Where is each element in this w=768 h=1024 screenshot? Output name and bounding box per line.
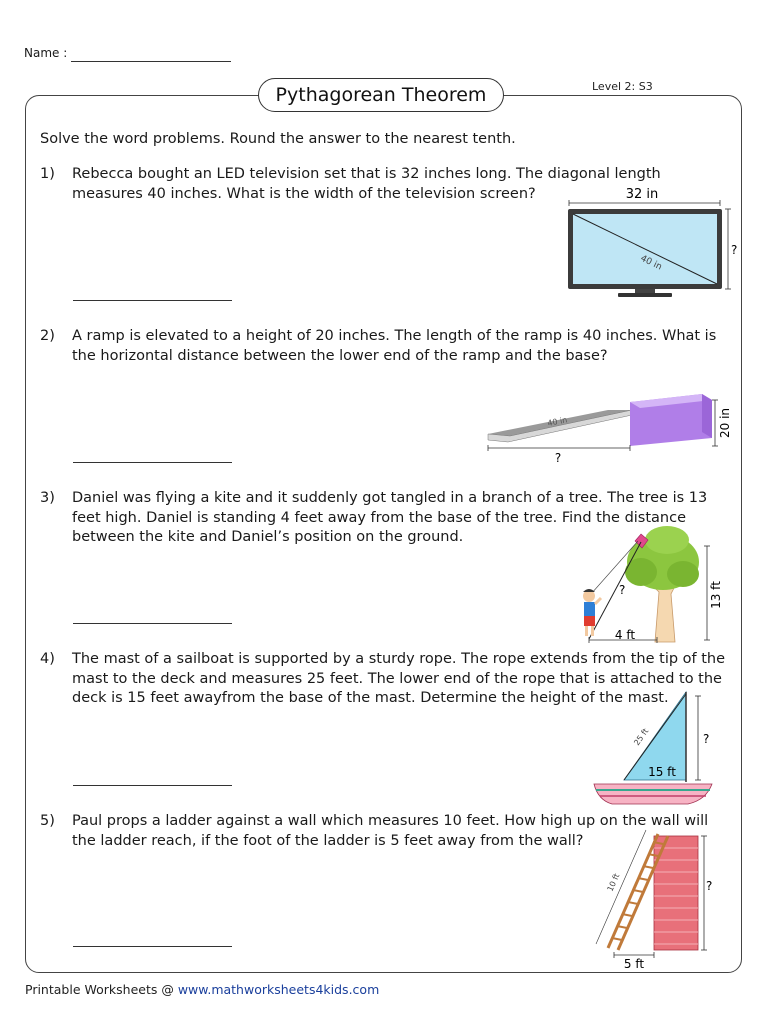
name-label: Name :	[24, 46, 68, 60]
problem-text: Rebecca bought an LED television set that is 32 inches long. The diagonal length measures 40 inches. What is the width of the television screen?	[72, 166, 661, 202]
ramp-bottom-label: ?	[554, 451, 562, 465]
problem-number: 3)	[40, 490, 55, 506]
instructions: Solve the word problems. Round the answer to the nearest tenth.	[40, 131, 516, 147]
answer-line-3[interactable]	[73, 623, 232, 624]
problem-number: 2)	[40, 328, 55, 344]
boat-base-label: 15 ft	[648, 765, 676, 779]
ladder-height-label: ?	[706, 879, 713, 893]
ramp-slope-label: 40 in	[546, 415, 569, 428]
page-title: Pythagorean Theorem	[258, 78, 504, 112]
answer-line-1[interactable]	[73, 300, 232, 301]
television-figure	[560, 183, 750, 303]
ramp-height-label: 20 in	[718, 407, 732, 439]
ramp-figure	[480, 390, 740, 470]
ladder-wall-figure	[592, 828, 732, 972]
answer-line-2[interactable]	[73, 462, 232, 463]
tv-side-label: ?	[731, 243, 738, 257]
ladder-length-label: 10 ft	[605, 872, 622, 893]
sailboat-figure	[588, 688, 728, 813]
footer	[25, 982, 379, 997]
problem-text: Paul props a ladder against a wall which measures 10 feet. How high up on the wall will the ladder reach, if the foot of the ladder is 5 feet away from the wall?	[72, 813, 709, 849]
problem-number: 4)	[40, 651, 55, 667]
level-label: Level 2: S3	[592, 80, 653, 93]
footer-link[interactable]: www.mathworksheets4kids.com	[177, 982, 380, 997]
problem-number: 1)	[40, 166, 55, 182]
problem-text: Daniel was flying a kite and it suddenly got tangled in a branch of a tree. The tree is 13 feet high. Daniel is standing 4 feet away from the base of the tree. Find the distance between the kite and Daniel’s position on the ground.	[72, 490, 708, 545]
kite-height-label: 13 ft	[709, 581, 723, 609]
tv-diagonal-label: 40 in	[638, 253, 664, 273]
ladder-base-label: 5 ft	[623, 957, 645, 971]
answer-line-4[interactable]	[73, 785, 232, 786]
kite-hyp-label: ?	[619, 583, 626, 597]
problem-text: A ramp is elevated to a height of 20 inches. The length of the ramp is 40 inches. What is the horizontal distance between the lower end of the ramp and the base?	[72, 328, 717, 364]
problem-number: 5)	[40, 813, 55, 829]
name-answer-line[interactable]	[71, 61, 231, 62]
boat-rope-label: 25 ft	[632, 726, 651, 748]
tv-top-label: 32 in	[625, 187, 659, 202]
boat-height-label: ?	[703, 732, 710, 746]
problem-text: The mast of a sailboat is supported by a sturdy rope. The rope extends from the tip of the mast to the deck and measures 25 feet. The lower end of the rope that is attached to the deck is 15 feet awayfrom the base of the mast. Determine the height of the mast.	[72, 651, 726, 706]
kite-base-label: 4 ft	[614, 628, 636, 642]
kite-tree-figure	[575, 522, 735, 647]
answer-line-5[interactable]	[73, 946, 232, 947]
footer-label: Printable Worksheets @	[25, 982, 178, 997]
